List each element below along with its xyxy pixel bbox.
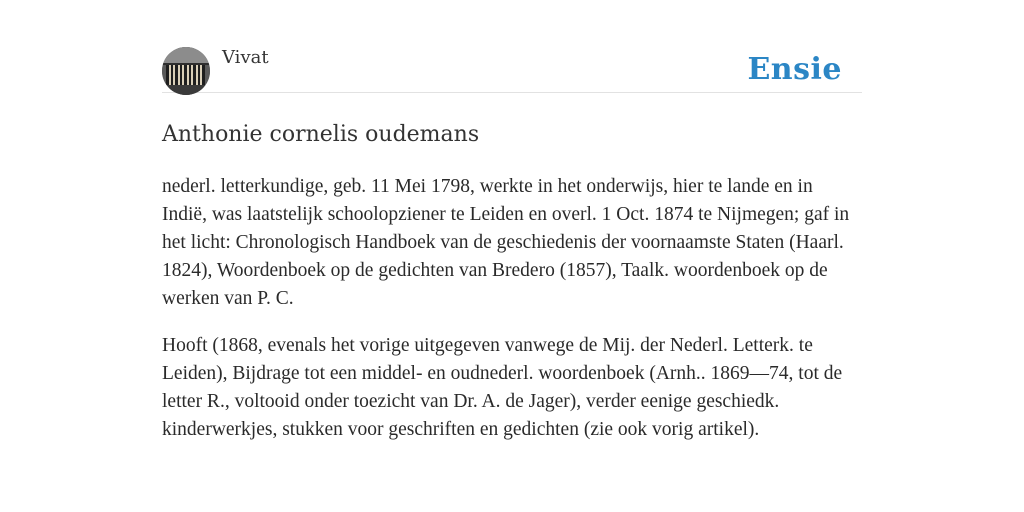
article-card	[162, 44, 862, 444]
article-paragraph-1: nederl. letterkundige, geb. 11 Mei 1798, werkte in het onderwijs, hier te lande en in Indië, was laatstelijk schoolopziener te Leiden en overl. 1 Oct. 1874 te Nijmegen; gaf in het licht: Chronologisch Handboek van de geschiedenis der voornaamste Staten (Haarl. 1824), Woordenboek op de gedichten van Bredero (1857), Taalk. woordenboek op de werken van P. C.	[162, 176, 850, 309]
author-link[interactable]: Vivat	[222, 47, 269, 68]
article-title: Anthonie cornelis oudemans	[162, 122, 480, 147]
ensie-logo-link[interactable]: Ensie	[747, 52, 842, 87]
article-header	[162, 44, 862, 93]
author-avatar[interactable]	[162, 47, 210, 95]
bookshelf-avatar-icon	[162, 47, 210, 95]
article-paragraph-2: Hooft (1868, evenals het vorige uitgegeven vanwege de Mij. der Nederl. Letterk. te Leiden), Bijdrage tot een middel- en oudnederl. woordenboek (Arnh.. 1869—74, tot de letter R., voltooid onder toezicht van Dr. A. de Jager), verder eenige geschiedk. kinderwerkjes, stukken voor geschriften en gedichten (zie ook vorig artikel).	[162, 335, 843, 440]
